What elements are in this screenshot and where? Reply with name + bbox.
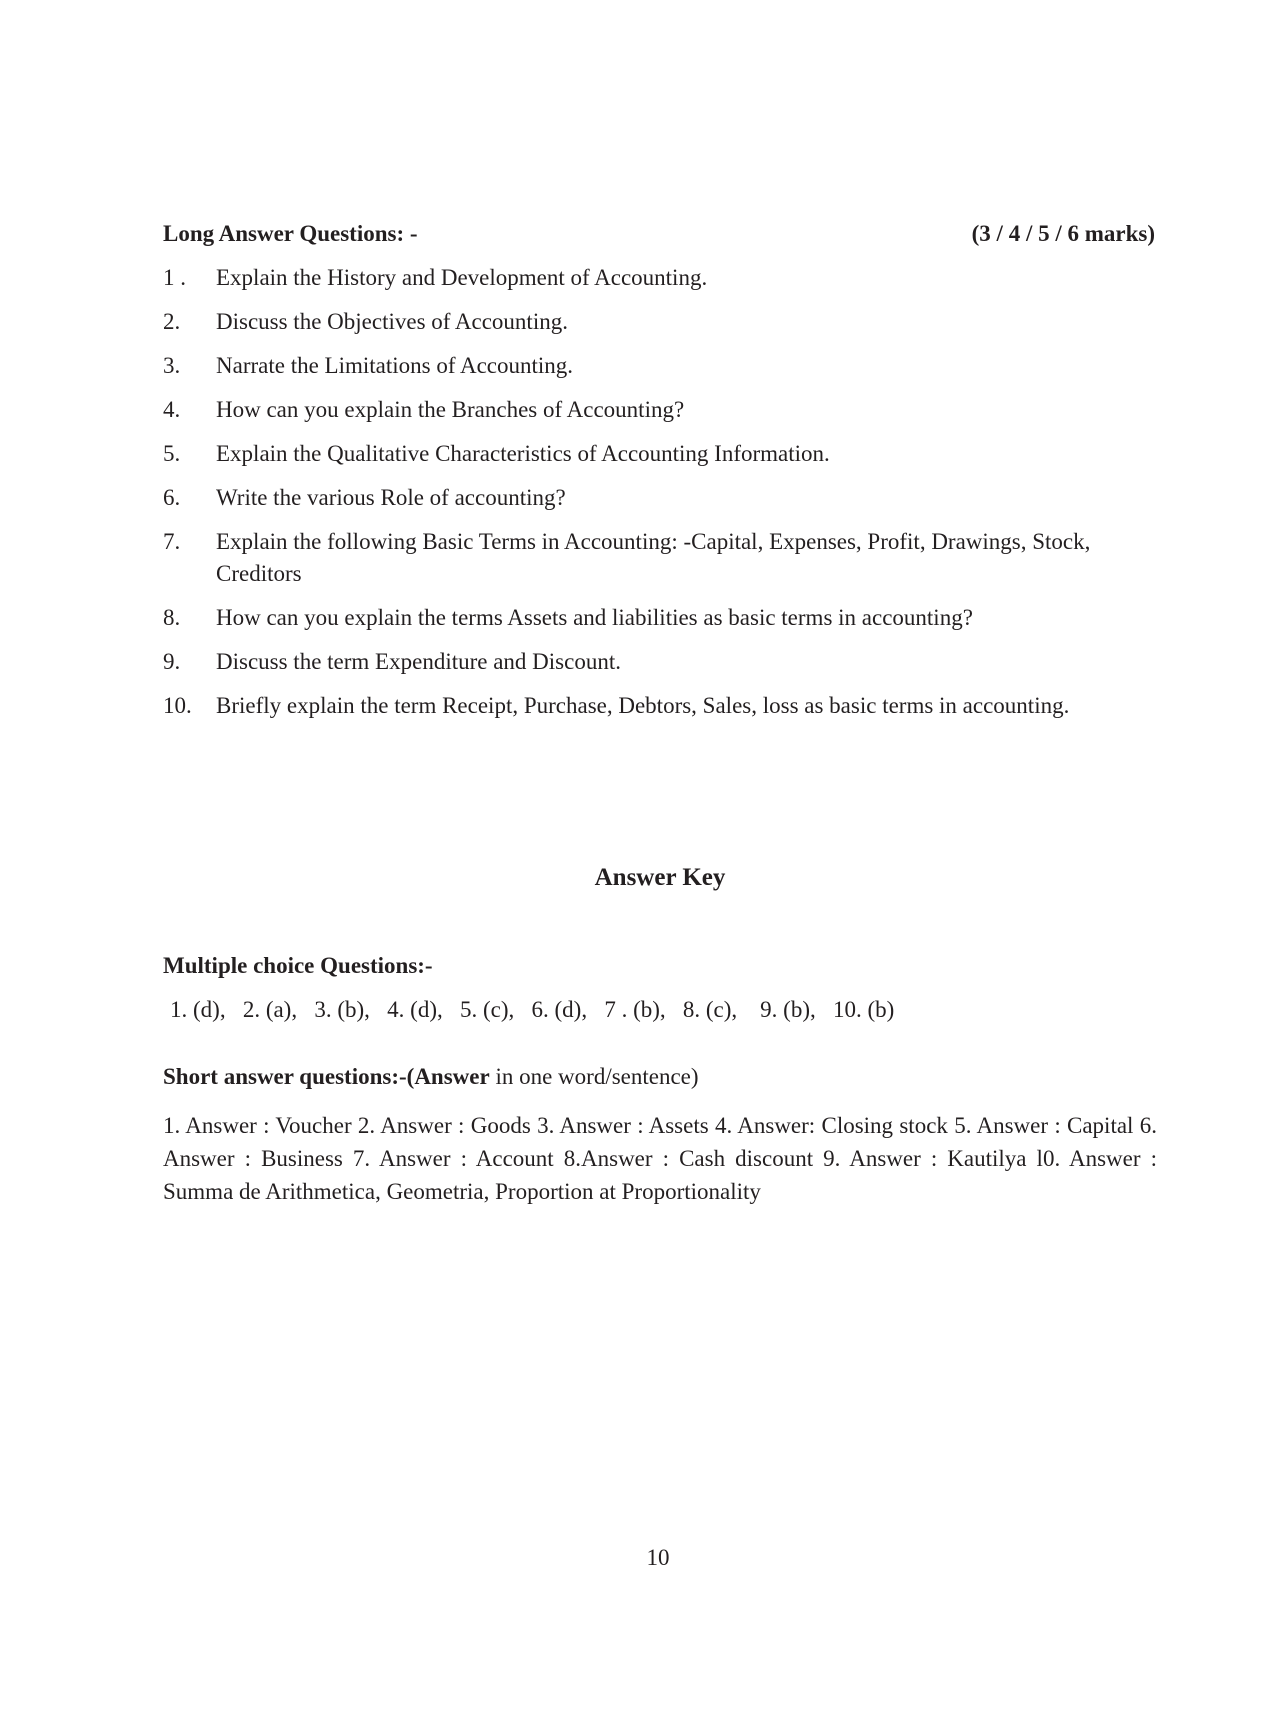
question-item <box>163 438 1155 470</box>
question-text: Explain the Qualitative Characteristics of Accounting Information. <box>216 441 830 466</box>
question-number: 1 . <box>163 265 186 290</box>
question-item <box>163 602 1155 634</box>
question-number: 3. <box>163 353 181 378</box>
page-number: 10 <box>646 1545 670 1570</box>
question-text: Explain the following Basic Terms in Accounting: -Capital, Expenses, Profit, Drawings, Stock, Creditors <box>216 529 1091 586</box>
question-text: Write the various Role of accounting? <box>216 485 566 510</box>
question-number: 5. <box>163 441 181 466</box>
question-number: 4. <box>163 397 181 422</box>
long-answer-header <box>163 219 1155 249</box>
question-item <box>163 394 1155 426</box>
question-number: 7. <box>163 529 181 554</box>
question-item <box>163 262 1155 294</box>
short-answer-heading <box>163 1062 699 1092</box>
question-number: 8. <box>163 605 181 630</box>
mcq-answers: 1. (d), 2. (a), 3. (b), 4. (d), 5. (c), 6. (d), 7 . (b), 8. (c), 9. (b), 10. (b) <box>170 997 895 1022</box>
question-item <box>163 526 1155 590</box>
short-answer-heading-bold: Short answer questions:-(Answer <box>163 1064 490 1089</box>
question-text: Explain the History and Development of Accounting. <box>216 265 708 290</box>
question-number: 2. <box>163 309 181 334</box>
question-text: Narrate the Limitations of Accounting. <box>216 353 574 378</box>
long-answer-heading: Long Answer Questions: - <box>163 221 418 246</box>
short-answer-heading-rest: in one word/sentence) <box>489 1064 699 1089</box>
question-item <box>163 306 1155 338</box>
question-number: 6. <box>163 485 181 510</box>
mcq-heading: Multiple choice Questions:- <box>163 953 433 978</box>
question-item <box>163 482 1155 514</box>
answer-key-title: Answer Key <box>594 864 726 891</box>
question-text: Briefly explain the term Receipt, Purchase, Debtors, Sales, loss as basic terms in accounting. <box>216 693 1070 718</box>
question-text: How can you explain the Branches of Accounting? <box>216 397 685 422</box>
question-text: How can you explain the terms Assets and liabilities as basic terms in accounting? <box>216 605 973 630</box>
question-number: 9. <box>163 649 181 674</box>
question-text: Discuss the Objectives of Accounting. <box>216 309 568 334</box>
marks-label: (3 / 4 / 5 / 6 marks) <box>971 221 1155 246</box>
question-item <box>163 690 1155 722</box>
short-answers: 1. Answer : Voucher 2. Answer : Goods 3. Answer : Assets 4. Answer: Closing stock 5. Answer : Capital 6. Answer : Business 7. Answer : Account 8.Answer : Cash discount 9. Answer : Kautilya l0. Answer : Summa de Arithmetica, Geometria, Proportion at Proportionality <box>163 1113 1157 1204</box>
long-answer-question-list <box>163 262 1155 734</box>
question-item <box>163 350 1155 382</box>
question-number: 10. <box>163 693 192 718</box>
question-text: Discuss the term Expenditure and Discount. <box>216 649 621 674</box>
question-item <box>163 646 1155 678</box>
